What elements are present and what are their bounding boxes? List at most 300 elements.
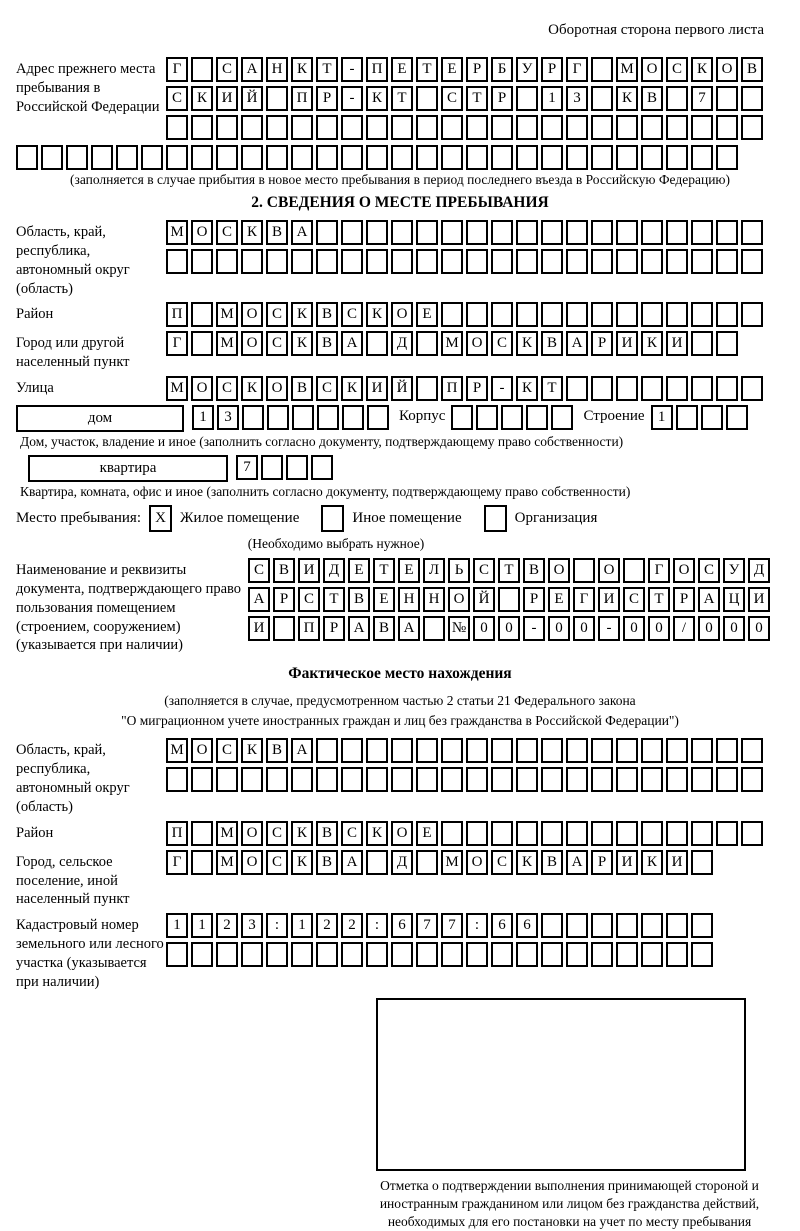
char-box[interactable]: Г <box>566 57 588 82</box>
char-box[interactable] <box>441 145 463 170</box>
char-box[interactable] <box>41 145 63 170</box>
char-box[interactable]: К <box>241 376 263 401</box>
char-box[interactable] <box>616 767 638 792</box>
char-box[interactable]: В <box>541 331 563 356</box>
char-box[interactable]: Б <box>491 57 513 82</box>
char-box[interactable] <box>741 821 763 846</box>
char-box[interactable] <box>666 767 688 792</box>
char-box[interactable]: И <box>666 850 688 875</box>
char-box[interactable]: И <box>598 587 620 612</box>
char-box[interactable]: Е <box>348 558 370 583</box>
char-box[interactable]: 0 <box>748 616 770 641</box>
char-box[interactable] <box>691 220 713 245</box>
char-box[interactable] <box>191 249 213 274</box>
char-box[interactable] <box>366 145 388 170</box>
char-box[interactable]: К <box>516 376 538 401</box>
char-box[interactable]: 1 <box>166 913 188 938</box>
char-box[interactable]: О <box>391 821 413 846</box>
char-box[interactable] <box>267 405 289 430</box>
char-box[interactable]: Н <box>398 587 420 612</box>
char-box[interactable] <box>317 405 339 430</box>
char-box[interactable]: Й <box>391 376 413 401</box>
char-box[interactable] <box>716 220 738 245</box>
char-box[interactable] <box>291 145 313 170</box>
char-box[interactable]: Т <box>323 587 345 612</box>
char-box[interactable]: Е <box>416 302 438 327</box>
char-box[interactable]: Т <box>373 558 395 583</box>
char-box[interactable] <box>341 767 363 792</box>
char-box[interactable] <box>191 942 213 967</box>
char-box[interactable]: Е <box>373 587 395 612</box>
char-box[interactable] <box>216 115 238 140</box>
char-box[interactable]: К <box>291 821 313 846</box>
char-box[interactable] <box>441 302 463 327</box>
char-box[interactable] <box>466 738 488 763</box>
char-box[interactable] <box>666 738 688 763</box>
char-box[interactable] <box>691 913 713 938</box>
char-box[interactable] <box>91 145 113 170</box>
char-box[interactable] <box>616 249 638 274</box>
char-box[interactable] <box>391 767 413 792</box>
char-box[interactable]: О <box>641 57 663 82</box>
char-box[interactable]: Г <box>166 850 188 875</box>
char-box[interactable] <box>391 942 413 967</box>
char-box[interactable] <box>716 331 738 356</box>
char-box[interactable]: М <box>216 821 238 846</box>
char-box[interactable]: М <box>216 331 238 356</box>
char-box[interactable] <box>366 220 388 245</box>
char-box[interactable]: М <box>216 850 238 875</box>
checkbox-other-premises[interactable] <box>321 505 344 532</box>
char-box[interactable] <box>691 821 713 846</box>
char-box[interactable]: К <box>691 57 713 82</box>
char-box[interactable] <box>566 821 588 846</box>
char-box[interactable] <box>367 405 389 430</box>
char-box[interactable]: О <box>673 558 695 583</box>
char-box[interactable] <box>491 115 513 140</box>
char-box[interactable] <box>716 302 738 327</box>
char-box[interactable]: Р <box>323 616 345 641</box>
char-box[interactable]: М <box>166 738 188 763</box>
char-box[interactable]: К <box>516 331 538 356</box>
char-box[interactable]: 3 <box>241 913 263 938</box>
char-box[interactable]: 7 <box>236 455 258 480</box>
char-box[interactable] <box>216 145 238 170</box>
char-box[interactable] <box>566 302 588 327</box>
char-box[interactable]: О <box>191 738 213 763</box>
char-box[interactable]: 1 <box>191 913 213 938</box>
char-box[interactable] <box>466 767 488 792</box>
char-box[interactable] <box>466 145 488 170</box>
char-box[interactable]: О <box>191 376 213 401</box>
char-box[interactable] <box>591 86 613 111</box>
char-box[interactable]: К <box>366 86 388 111</box>
char-box[interactable]: Г <box>166 57 188 82</box>
char-box[interactable] <box>716 767 738 792</box>
char-box[interactable] <box>366 331 388 356</box>
char-box[interactable]: П <box>291 86 313 111</box>
char-box[interactable]: А <box>566 850 588 875</box>
char-box[interactable] <box>666 376 688 401</box>
char-box[interactable]: 2 <box>316 913 338 938</box>
char-box[interactable] <box>491 220 513 245</box>
char-box[interactable] <box>466 249 488 274</box>
char-box[interactable] <box>291 115 313 140</box>
char-box[interactable]: К <box>191 86 213 111</box>
char-box[interactable] <box>266 942 288 967</box>
char-box[interactable]: 0 <box>498 616 520 641</box>
char-box[interactable]: К <box>241 220 263 245</box>
char-box[interactable]: А <box>291 220 313 245</box>
char-box[interactable]: К <box>291 302 313 327</box>
char-box[interactable]: 7 <box>691 86 713 111</box>
char-box[interactable]: А <box>348 616 370 641</box>
char-box[interactable]: В <box>266 738 288 763</box>
char-box[interactable]: С <box>266 331 288 356</box>
char-box[interactable] <box>666 249 688 274</box>
char-box[interactable]: 0 <box>723 616 745 641</box>
char-box[interactable] <box>726 405 748 430</box>
char-box[interactable] <box>741 376 763 401</box>
char-box[interactable] <box>466 821 488 846</box>
char-box[interactable]: : <box>266 913 288 938</box>
char-box[interactable]: В <box>273 558 295 583</box>
char-box[interactable]: В <box>641 86 663 111</box>
char-box[interactable]: 1 <box>192 405 214 430</box>
char-box[interactable] <box>498 587 520 612</box>
char-box[interactable] <box>616 302 638 327</box>
char-box[interactable] <box>416 376 438 401</box>
char-box[interactable] <box>616 821 638 846</box>
char-box[interactable] <box>551 405 573 430</box>
char-box[interactable] <box>286 455 308 480</box>
char-box[interactable] <box>591 302 613 327</box>
char-box[interactable] <box>491 821 513 846</box>
char-box[interactable] <box>741 220 763 245</box>
char-box[interactable]: 3 <box>217 405 239 430</box>
char-box[interactable] <box>466 942 488 967</box>
char-box[interactable] <box>541 115 563 140</box>
char-box[interactable] <box>391 115 413 140</box>
char-box[interactable] <box>341 249 363 274</box>
char-box[interactable] <box>416 767 438 792</box>
char-box[interactable] <box>516 821 538 846</box>
char-box[interactable]: А <box>341 850 363 875</box>
char-box[interactable] <box>691 115 713 140</box>
char-box[interactable]: Р <box>523 587 545 612</box>
char-box[interactable]: М <box>216 302 238 327</box>
char-box[interactable] <box>666 913 688 938</box>
char-box[interactable] <box>676 405 698 430</box>
char-box[interactable]: Р <box>591 331 613 356</box>
registration-mark-box[interactable] <box>376 998 746 1171</box>
char-box[interactable] <box>441 821 463 846</box>
char-box[interactable] <box>666 821 688 846</box>
char-box[interactable] <box>716 145 738 170</box>
char-box[interactable] <box>691 376 713 401</box>
char-box[interactable] <box>491 249 513 274</box>
char-box[interactable]: - <box>341 86 363 111</box>
char-box[interactable] <box>566 942 588 967</box>
char-box[interactable] <box>691 850 713 875</box>
char-box[interactable] <box>191 821 213 846</box>
char-box[interactable] <box>541 220 563 245</box>
char-box[interactable]: Е <box>391 57 413 82</box>
char-box[interactable]: О <box>466 331 488 356</box>
char-box[interactable] <box>501 405 523 430</box>
char-box[interactable]: К <box>291 850 313 875</box>
char-box[interactable] <box>591 376 613 401</box>
char-box[interactable]: № <box>448 616 470 641</box>
char-box[interactable] <box>641 767 663 792</box>
char-box[interactable]: У <box>723 558 745 583</box>
char-box[interactable] <box>416 249 438 274</box>
char-box[interactable]: С <box>491 850 513 875</box>
char-box[interactable] <box>191 302 213 327</box>
char-box[interactable]: Г <box>573 587 595 612</box>
char-box[interactable]: С <box>266 302 288 327</box>
char-box[interactable]: А <box>241 57 263 82</box>
char-box[interactable]: О <box>448 587 470 612</box>
char-box[interactable] <box>716 738 738 763</box>
char-box[interactable] <box>416 220 438 245</box>
apartment-type-box[interactable]: квартира <box>28 455 228 482</box>
char-box[interactable] <box>591 220 613 245</box>
char-box[interactable] <box>591 57 613 82</box>
char-box[interactable]: - <box>491 376 513 401</box>
char-box[interactable]: В <box>348 587 370 612</box>
char-box[interactable]: - <box>523 616 545 641</box>
char-box[interactable] <box>342 405 364 430</box>
char-box[interactable] <box>316 145 338 170</box>
char-box[interactable] <box>716 249 738 274</box>
char-box[interactable]: Г <box>648 558 670 583</box>
char-box[interactable] <box>316 738 338 763</box>
char-box[interactable] <box>141 145 163 170</box>
char-box[interactable] <box>366 767 388 792</box>
char-box[interactable] <box>516 767 538 792</box>
char-box[interactable] <box>341 220 363 245</box>
char-box[interactable]: В <box>316 331 338 356</box>
char-box[interactable]: У <box>516 57 538 82</box>
char-box[interactable] <box>216 767 238 792</box>
char-box[interactable]: 1 <box>291 913 313 938</box>
char-box[interactable]: Т <box>541 376 563 401</box>
char-box[interactable] <box>466 115 488 140</box>
char-box[interactable] <box>291 942 313 967</box>
char-box[interactable] <box>516 249 538 274</box>
char-box[interactable] <box>691 145 713 170</box>
checkbox-organization[interactable] <box>484 505 507 532</box>
char-box[interactable] <box>266 767 288 792</box>
char-box[interactable] <box>641 942 663 967</box>
char-box[interactable]: М <box>166 220 188 245</box>
char-box[interactable] <box>266 145 288 170</box>
char-box[interactable]: 0 <box>698 616 720 641</box>
char-box[interactable]: Т <box>316 57 338 82</box>
char-box[interactable] <box>441 249 463 274</box>
char-box[interactable]: Д <box>748 558 770 583</box>
char-box[interactable]: И <box>366 376 388 401</box>
char-box[interactable]: В <box>266 220 288 245</box>
char-box[interactable] <box>316 220 338 245</box>
char-box[interactable] <box>741 302 763 327</box>
char-box[interactable]: И <box>616 331 638 356</box>
char-box[interactable]: М <box>166 376 188 401</box>
char-box[interactable]: 3 <box>566 86 588 111</box>
char-box[interactable]: А <box>398 616 420 641</box>
char-box[interactable]: В <box>523 558 545 583</box>
char-box[interactable] <box>261 455 283 480</box>
char-box[interactable]: К <box>516 850 538 875</box>
char-box[interactable] <box>191 767 213 792</box>
char-box[interactable] <box>573 558 595 583</box>
char-box[interactable]: В <box>291 376 313 401</box>
char-box[interactable] <box>623 558 645 583</box>
char-box[interactable] <box>491 942 513 967</box>
char-box[interactable]: Т <box>391 86 413 111</box>
char-box[interactable] <box>466 220 488 245</box>
char-box[interactable]: П <box>166 302 188 327</box>
char-box[interactable] <box>476 405 498 430</box>
char-box[interactable] <box>266 115 288 140</box>
char-box[interactable]: Р <box>466 376 488 401</box>
char-box[interactable] <box>166 145 188 170</box>
char-box[interactable] <box>216 942 238 967</box>
char-box[interactable] <box>591 145 613 170</box>
char-box[interactable]: И <box>616 850 638 875</box>
char-box[interactable] <box>541 145 563 170</box>
char-box[interactable]: С <box>441 86 463 111</box>
char-box[interactable] <box>516 302 538 327</box>
char-box[interactable]: С <box>473 558 495 583</box>
char-box[interactable]: О <box>466 850 488 875</box>
char-box[interactable] <box>566 913 588 938</box>
char-box[interactable]: 7 <box>441 913 463 938</box>
char-box[interactable] <box>166 767 188 792</box>
char-box[interactable]: С <box>216 738 238 763</box>
char-box[interactable]: К <box>641 331 663 356</box>
char-box[interactable]: К <box>641 850 663 875</box>
char-box[interactable]: М <box>441 331 463 356</box>
char-box[interactable]: О <box>241 850 263 875</box>
char-box[interactable]: Т <box>498 558 520 583</box>
char-box[interactable]: К <box>366 302 388 327</box>
char-box[interactable]: Т <box>466 86 488 111</box>
char-box[interactable] <box>341 738 363 763</box>
char-box[interactable] <box>316 249 338 274</box>
char-box[interactable]: С <box>248 558 270 583</box>
char-box[interactable]: В <box>373 616 395 641</box>
char-box[interactable] <box>616 115 638 140</box>
char-box[interactable]: Р <box>591 850 613 875</box>
char-box[interactable] <box>591 913 613 938</box>
char-box[interactable]: А <box>698 587 720 612</box>
char-box[interactable]: Д <box>391 331 413 356</box>
char-box[interactable]: К <box>291 331 313 356</box>
char-box[interactable]: О <box>391 302 413 327</box>
char-box[interactable]: Е <box>398 558 420 583</box>
char-box[interactable]: С <box>698 558 720 583</box>
char-box[interactable] <box>526 405 548 430</box>
char-box[interactable]: Й <box>473 587 495 612</box>
char-box[interactable] <box>416 145 438 170</box>
char-box[interactable] <box>691 942 713 967</box>
char-box[interactable]: 6 <box>491 913 513 938</box>
char-box[interactable] <box>641 738 663 763</box>
char-box[interactable]: С <box>216 220 238 245</box>
char-box[interactable]: С <box>316 376 338 401</box>
char-box[interactable]: С <box>216 376 238 401</box>
char-box[interactable] <box>691 249 713 274</box>
char-box[interactable]: В <box>316 850 338 875</box>
char-box[interactable] <box>516 738 538 763</box>
char-box[interactable]: Е <box>548 587 570 612</box>
char-box[interactable] <box>423 616 445 641</box>
char-box[interactable]: Ь <box>448 558 470 583</box>
char-box[interactable]: 2 <box>341 913 363 938</box>
char-box[interactable] <box>366 115 388 140</box>
char-box[interactable] <box>516 942 538 967</box>
char-box[interactable] <box>541 302 563 327</box>
char-box[interactable] <box>416 331 438 356</box>
char-box[interactable]: Г <box>166 331 188 356</box>
char-box[interactable] <box>591 115 613 140</box>
char-box[interactable]: С <box>298 587 320 612</box>
char-box[interactable] <box>292 405 314 430</box>
char-box[interactable]: Н <box>423 587 445 612</box>
house-type-box[interactable]: дом <box>16 405 184 432</box>
char-box[interactable]: К <box>616 86 638 111</box>
char-box[interactable]: 6 <box>391 913 413 938</box>
char-box[interactable]: 0 <box>648 616 670 641</box>
char-box[interactable] <box>616 913 638 938</box>
char-box[interactable] <box>541 913 563 938</box>
char-box[interactable] <box>491 767 513 792</box>
char-box[interactable]: Т <box>648 587 670 612</box>
char-box[interactable] <box>566 145 588 170</box>
char-box[interactable] <box>491 302 513 327</box>
char-box[interactable]: К <box>291 57 313 82</box>
char-box[interactable]: П <box>441 376 463 401</box>
char-box[interactable] <box>273 616 295 641</box>
char-box[interactable]: 1 <box>651 405 673 430</box>
char-box[interactable] <box>616 220 638 245</box>
char-box[interactable] <box>741 115 763 140</box>
char-box[interactable] <box>391 145 413 170</box>
char-box[interactable] <box>116 145 138 170</box>
char-box[interactable] <box>616 376 638 401</box>
char-box[interactable] <box>691 302 713 327</box>
char-box[interactable] <box>666 115 688 140</box>
char-box[interactable]: В <box>541 850 563 875</box>
char-box[interactable] <box>191 115 213 140</box>
char-box[interactable] <box>616 942 638 967</box>
char-box[interactable] <box>691 767 713 792</box>
char-box[interactable]: И <box>748 587 770 612</box>
char-box[interactable]: Р <box>316 86 338 111</box>
char-box[interactable] <box>716 86 738 111</box>
char-box[interactable] <box>641 115 663 140</box>
char-box[interactable]: С <box>266 850 288 875</box>
char-box[interactable] <box>191 145 213 170</box>
char-box[interactable] <box>366 738 388 763</box>
char-box[interactable] <box>641 913 663 938</box>
char-box[interactable] <box>191 331 213 356</box>
char-box[interactable]: К <box>366 821 388 846</box>
char-box[interactable] <box>241 767 263 792</box>
char-box[interactable]: В <box>316 302 338 327</box>
